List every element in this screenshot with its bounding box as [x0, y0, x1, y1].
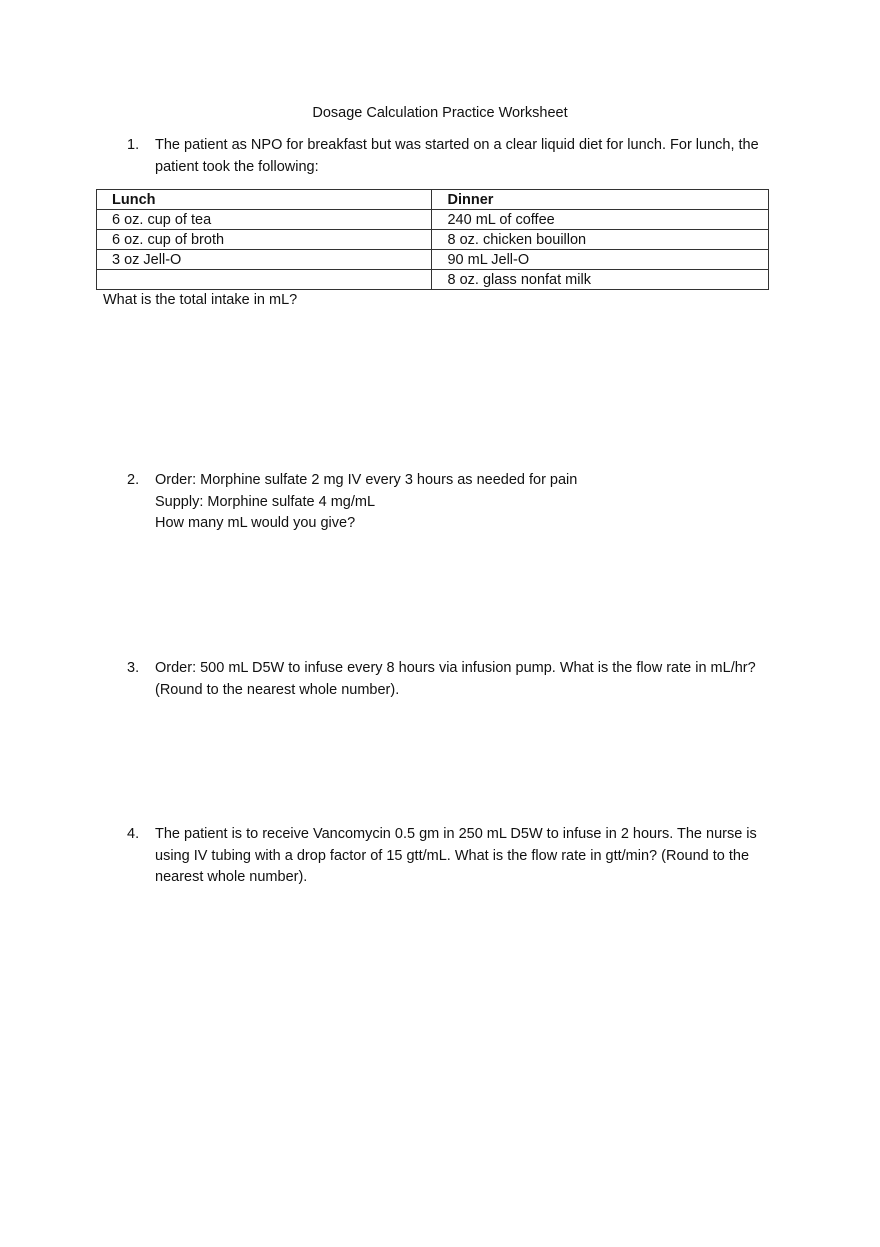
- question-line: (Round to the nearest whole number).: [155, 681, 400, 698]
- q1-followup-question: What is the total intake in mL?: [103, 292, 298, 308]
- table-header-row: [97, 190, 769, 210]
- question-2: [127, 470, 777, 535]
- question-line: nearest whole number).: [155, 869, 308, 885]
- question-text: [155, 824, 777, 889]
- page-title: Dosage Calculation Practice Worksheet: [312, 105, 568, 121]
- table-row: [97, 230, 769, 250]
- table-cell: 240 mL of coffee: [432, 210, 769, 230]
- table-cell: 90 mL Jell-O: [432, 250, 769, 270]
- question-4: [127, 824, 777, 889]
- table-row: [97, 250, 769, 270]
- question-1: [127, 135, 777, 178]
- question-line: patient took the following:: [155, 158, 319, 175]
- question-line: How many mL would you give?: [155, 515, 356, 531]
- question-3: [127, 658, 777, 701]
- question-text: [155, 135, 777, 178]
- question-number: 1.: [127, 137, 140, 153]
- question-text: [155, 658, 777, 701]
- table-cell: 6 oz. cup of broth: [97, 230, 432, 250]
- question-text: [155, 470, 777, 535]
- question-number: 3.: [127, 660, 140, 676]
- table-cell: 8 oz. glass nonfat milk: [432, 270, 769, 290]
- question-number: 4.: [127, 826, 140, 842]
- column-header-dinner: Dinner: [432, 190, 769, 210]
- question-line: Supply: Morphine sulfate 4 mg/mL: [155, 493, 376, 510]
- question-line: Order: Morphine sulfate 2 mg IV every 3 hours as needed for pain: [155, 472, 578, 488]
- question-line: Order: 500 mL D5W to infuse every 8 hours via infusion pump. What is the flow rate in mL/hr?: [155, 660, 756, 676]
- table-cell: [97, 270, 432, 290]
- question-number: 2.: [127, 472, 140, 488]
- table-cell: 3 oz Jell-O: [97, 250, 432, 270]
- question-line: The patient as NPO for breakfast but was started on a clear liquid diet for lunch. For lunch, the: [155, 137, 759, 153]
- table-row: [97, 270, 769, 290]
- column-header-lunch: Lunch: [97, 190, 432, 210]
- intake-table: [96, 189, 769, 290]
- table-cell: 6 oz. cup of tea: [97, 210, 432, 230]
- question-line: using IV tubing with a drop factor of 15 gtt/mL. What is the flow rate in gtt/min? (Round to the: [155, 847, 750, 864]
- table-cell: 8 oz. chicken bouillon: [432, 230, 769, 250]
- question-line: The patient is to receive Vancomycin 0.5 gm in 250 mL D5W to infuse in 2 hours. The nurse is: [155, 826, 757, 842]
- table-row: [97, 210, 769, 230]
